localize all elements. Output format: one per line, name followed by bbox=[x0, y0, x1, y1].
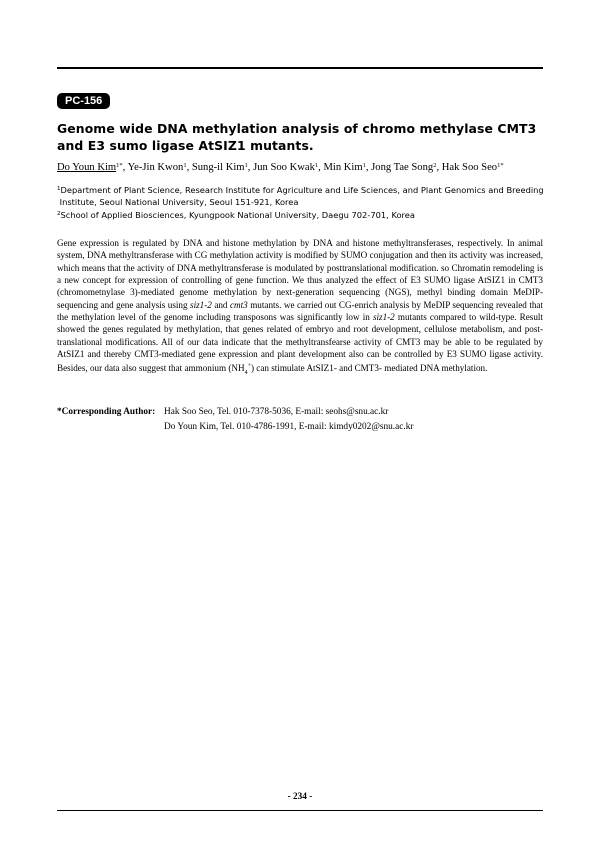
affiliation-number: 2 bbox=[57, 211, 61, 217]
author-affiliation-mark: 1* bbox=[497, 162, 504, 169]
author-affiliation-mark: 1 bbox=[314, 162, 319, 169]
author-list: Do Youn Kim$^{1*}$, Ye-Jin Kwon$^1$, Sung-il Kim$^1$, Jun Soo Kwak$^1$, Min Kim$^1$, Jong Tae Song$^2$, Hak Soo Seo$^{1*}$ bbox=[57, 162, 504, 173]
affiliation-text: Institute, Seoul National University, Seoul 151-921, Korea bbox=[59, 197, 299, 207]
page-number: - 234 - bbox=[287, 792, 313, 802]
gene-name: siz1-2 bbox=[372, 312, 395, 323]
abstract-text: mutants. we carried out CG-enrich analysis by MeDIP sequencing revealed that the methylation level of the genome including transposons was significantly low in bbox=[57, 299, 544, 323]
author-affiliation-mark: 2 bbox=[433, 162, 437, 169]
abstract-id-badge: PC-156 bbox=[57, 93, 110, 109]
affiliation-text: Department of Plant Science, Research Institute for Agriculture and Life Sciences, and Plant Genomics and Breeding bbox=[60, 185, 544, 195]
author-name: Hak Soo Seo bbox=[441, 162, 498, 173]
gene-name: cmt3 bbox=[229, 299, 248, 310]
abstract-text: Gene expression is regulated by DNA and histone methylation by DNA and histone methyltransferases, respectively. In animal system, DNA methyltransferase with CG methylation activity is modified by SUMO conjugation and then its activity was increased, which means that the activity of DNA methyltransferase is modulated by posttranslational modification. so Chromatin remodeling is a new concept for expression of controlling of gene function. We thus analyzed the effect of E3 SUMO ligase AtSIZ1 in CMT3 (chromometnylase 3)-mediated genome methylation by next-generation sequencing (NGS), methyl binding domain MeDIP-sequencing and gene analysis using bbox=[57, 238, 543, 310]
author-affiliation-mark: 1 bbox=[183, 162, 187, 169]
abstract-text: mutants compared to wild-type. Result showed the genes regulated by methylation, that genes related of embryo and root development, cellulose metabolism, and post-translational modifications. All of our data indicate that the methyltransfearse activity of CMT3 may be able to be regulated by AtSIZ1 and thereby CMT3-mediated gene expression and plant development also can be controlled by E3 SUMO ligase activity. Besides, our data also suggest that ammonium ( bbox=[57, 312, 543, 374]
affiliation-text: School of Applied Biosciences, Kyungpook National University, Daegu 702-701, Korea bbox=[60, 210, 415, 220]
corresponding-author-contact: Do Youn Kim, Tel. 010-4786-1991, E-mail: kimdy0202@snu.ac.kr bbox=[164, 422, 414, 432]
chemical-formula: NH bbox=[231, 363, 245, 374]
abstract-body bbox=[57, 237, 543, 380]
author-name: Jong Tae Song bbox=[371, 162, 434, 173]
author-name: Do Youn Kim bbox=[57, 162, 117, 173]
author-name: Min Kim bbox=[323, 162, 363, 173]
abstract-text: ) can stimulate AtSIZ1- and CMT3- mediated DNA methylation. bbox=[250, 363, 488, 374]
author-affiliation-mark: 1 bbox=[244, 162, 248, 169]
corresponding-author-contact: Hak Soo Seo, Tel. 010-7378-5036, E-mail: seohs@snu.ac.kr bbox=[164, 407, 389, 417]
author-affiliation-mark: 1 bbox=[362, 162, 366, 169]
chemical-charge: + bbox=[247, 363, 251, 370]
chemical-subscript: 4 bbox=[244, 370, 248, 377]
abstract-text: and bbox=[211, 299, 230, 310]
gene-name: siz1-2 bbox=[190, 299, 212, 310]
paper-title: Genome wide DNA methylation analysis of chromo methylase CMT3 and E3 sumo ligase AtSIZ1 mutants. bbox=[57, 121, 537, 153]
affiliation-2 bbox=[57, 209, 547, 221]
corresponding-author-label: *Corresponding Author: bbox=[57, 407, 156, 417]
top-rule bbox=[57, 67, 543, 69]
author-affiliation-mark: 1* bbox=[116, 162, 123, 169]
bottom-rule bbox=[57, 810, 543, 811]
affiliation-number: 1 bbox=[57, 186, 61, 192]
author-name: Sung-il Kim bbox=[191, 162, 245, 173]
affiliation-1 bbox=[57, 184, 547, 208]
author-name: Ye-Jin Kwon bbox=[127, 162, 184, 173]
author-name: Jun Soo Kwak bbox=[253, 162, 315, 173]
